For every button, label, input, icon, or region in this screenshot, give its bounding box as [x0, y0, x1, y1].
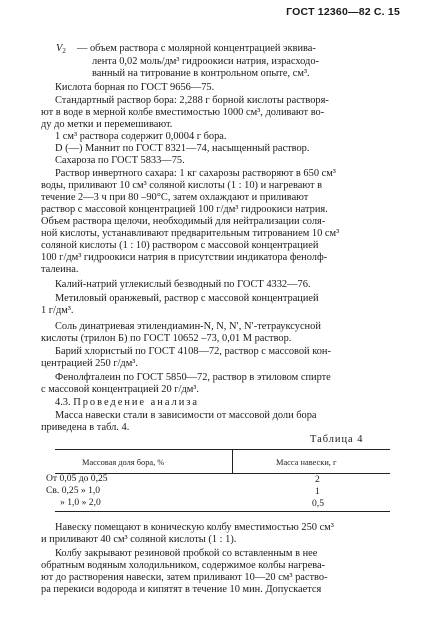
after-table-2-line-4: ра перекиси водорода и кипятят в течение 10 мин. Допускается	[41, 584, 322, 595]
para-barium-1: Барий хлористый по ГОСТ 4108—72, раствор с массовой кон-	[55, 346, 331, 357]
para-trilon-2: кислоты (трилон Б) по ГОСТ 10652 –73, 0,01 М раствор.	[41, 333, 292, 344]
table-row-2-range: Св. 0,25 » 1,0	[46, 485, 101, 496]
table-header-boron: Массовая доля бора, %	[82, 458, 165, 467]
para-invert-sugar-2: воды, приливают 10 см³ соляной кислоты (1 : 10) и нагревают в	[41, 180, 323, 191]
table-top-rule	[55, 449, 390, 450]
para-invert-sugar-5: Объем раствора щелочи, необходимый для нейтрализации соля-	[41, 216, 326, 227]
section-text-2: приведена в табл. 4.	[41, 422, 130, 433]
para-invert-sugar-4: раствор с массовой концентрацией 100 г/дм³ гидроокиси натрия.	[41, 204, 328, 215]
table-row-3-range: » 1,0 » 2,0	[60, 497, 101, 508]
para-methyl-orange-1: Метиловый оранжевый, раствор с массовой концентрацией	[55, 293, 319, 304]
para-std-solution-2: ют в воде в мерной колбе вместимостью 1000 см³, доливают во-	[41, 107, 325, 118]
v2-line-2: лента 0,02 моль/дм³ гидроокиси натрия, израсходо-	[92, 56, 319, 67]
para-invert-sugar-8: 100 г/дм³ гидроокиси натрия в присутствии индикатора фенолф-	[41, 252, 328, 263]
table-row-2-mass: 1	[315, 486, 320, 497]
table-row-3-mass: 0,5	[312, 498, 324, 509]
section-number: 4.3.	[55, 397, 71, 408]
para-barium-2: центрацией 250 г/дм³.	[41, 358, 139, 369]
after-table-2-line-1: Колбу закрывают резиновой пробкой со вставленным в нее	[55, 548, 318, 559]
page-header: ГОСТ 12360—82 С. 15	[286, 6, 400, 18]
para-trilon-1: Соль динатриевая этилендиамин-N, N, N′, N′-тетрауксусной	[55, 321, 321, 332]
v2-letter: V	[56, 43, 63, 54]
para-sucrose: Сахароза по ГОСТ 5833—75.	[55, 155, 185, 166]
section-heading	[55, 397, 199, 409]
para-invert-sugar-1: Раствор инвертного сахара: 1 кг сахарозы растворяют в 650 см³	[55, 168, 336, 179]
after-table-2-line-2: обратным водяным холодильником, содержимое колбы нагрева-	[41, 560, 326, 571]
para-std-solution-3: ду до метки и перемешивают.	[41, 119, 173, 130]
para-invert-sugar-9: талеина.	[41, 264, 79, 275]
para-potassium-sodium: Калий-натрий углекислый безводный по ГОСТ 4332—76.	[55, 279, 311, 290]
para-mannitol: D (—) Маннит по ГОСТ 8321—74, насыщенный раствор.	[55, 143, 310, 154]
para-invert-sugar-6: ной кислоты, устанавливают предварительным титрованием 10 см³	[41, 228, 340, 239]
table-header-mass: Масса навески, г	[276, 458, 337, 467]
table-column-divider	[232, 449, 233, 473]
after-table-2-line-3: ют до растворения навески, затем приливают 10—20 см³ раство-	[41, 572, 328, 583]
table-row-1-range: От 0,05 до 0,25	[46, 473, 108, 484]
para-invert-sugar-7: соляной кислоты (1 : 10) раствором с массовой концентрацией	[41, 240, 319, 251]
table-row-1-mass: 2	[315, 474, 320, 485]
table-bottom-rule	[55, 511, 390, 512]
para-boron-content: 1 см³ раствора содержит 0,0004 г бора.	[55, 131, 227, 142]
para-boric-acid: Кислота борная по ГОСТ 9656—75.	[55, 82, 215, 93]
section-title: Проведение анализа	[73, 397, 199, 408]
para-phenolphthalein-2: с массовой концентрацией 20 г/дм³.	[41, 384, 200, 395]
after-table-1-line-2: и приливают 40 см³ соляной кислоты (1 : 1).	[41, 534, 237, 545]
v2-line-3: ванный на титрование в контрольном опыте, см³.	[92, 68, 310, 79]
v2-symbol	[56, 43, 66, 57]
section-text-1: Масса навески стали в зависимости от массовой доли бора	[55, 410, 317, 421]
para-methyl-orange-2: 1 г/дм³.	[41, 305, 74, 316]
para-phenolphthalein-1: Фенолфталеин по ГОСТ 5850—72, раствор в этиловом спирте	[55, 372, 331, 383]
v2-line-1: — объем раствора с молярной концентрацией эквива-	[77, 43, 316, 54]
para-std-solution-1: Стандартный раствор бора: 2,288 г борной кислоты растворя-	[55, 95, 329, 106]
after-table-1-line-1: Навеску помещают в коническую колбу вместимостью 250 см³	[55, 522, 334, 533]
v2-subscript: 2	[62, 47, 66, 55]
para-invert-sugar-3: течение 2—3 ч при 80 –90°С, затем охлаждают и приливают	[41, 192, 309, 203]
table-caption: Таблица 4	[310, 434, 364, 445]
